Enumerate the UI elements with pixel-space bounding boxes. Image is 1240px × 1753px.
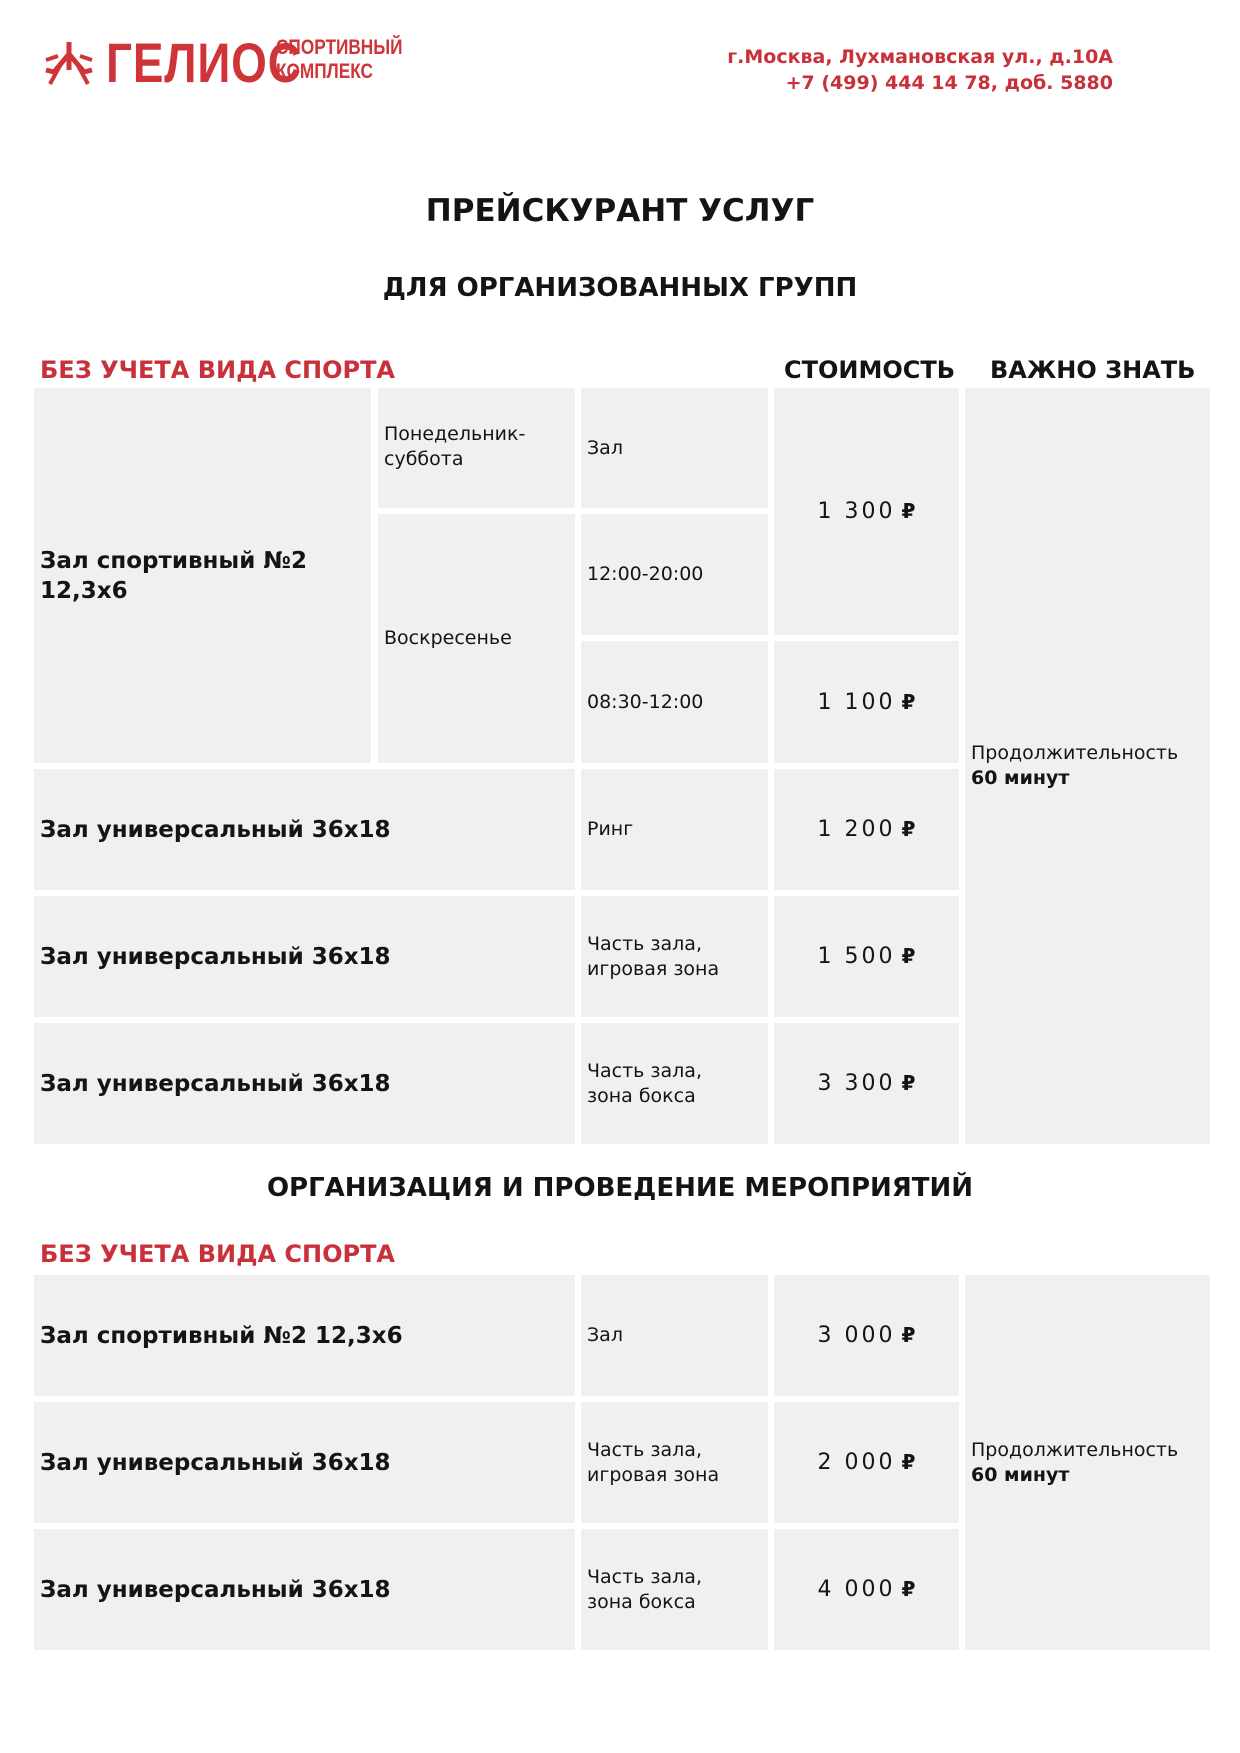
- table-row-option-cell: [581, 896, 768, 1017]
- row-option-line1: Часть зала,: [587, 932, 702, 955]
- table-row-name-cell: [34, 769, 575, 890]
- row-price: [818, 1577, 916, 1602]
- row-price-value: 2 000: [817, 1450, 896, 1475]
- row-option: [587, 1565, 702, 1615]
- table-row-price-cell: [774, 1529, 959, 1650]
- option-cell-time2: [581, 641, 768, 763]
- price-1-value: 1 300: [817, 499, 896, 524]
- logo-name: ГЕЛИОС: [106, 31, 302, 94]
- ruble-icon: ₽: [901, 689, 916, 714]
- row-hall-name: Зал универсальный 36х18: [40, 816, 391, 843]
- hall-name-cell: [34, 388, 371, 763]
- row-option: [587, 1323, 623, 1348]
- info-duration-label: Продолжительность: [971, 1438, 1179, 1461]
- table-row-name-cell: [34, 896, 575, 1017]
- table-row-option-cell: [581, 769, 768, 890]
- table-row-price-cell: [774, 1402, 959, 1523]
- table-row-price-cell: [774, 769, 959, 890]
- row-option: [587, 1059, 702, 1109]
- table-row-option-cell: [581, 1023, 768, 1144]
- row-option: [587, 817, 633, 842]
- option-hall: Зал: [587, 436, 623, 459]
- table-row-name-cell: [34, 1529, 575, 1650]
- day-weekdays-line2: суббота: [384, 448, 464, 470]
- info-duration-label: Продолжительность: [971, 742, 1179, 764]
- day-weekdays: [384, 422, 525, 472]
- table-row-option-cell: [581, 1529, 768, 1650]
- option-cell-hall: [581, 388, 768, 508]
- page-title: ПРЕЙСКУРАНТ УСЛУГ: [425, 193, 815, 229]
- row-option: [587, 932, 719, 982]
- hall-name-line2: 12,3х6: [40, 577, 128, 604]
- row-price-value: 4 000: [817, 1577, 896, 1602]
- row-price-value: 3 000: [817, 1323, 896, 1348]
- table-row-name-cell: [34, 1275, 575, 1396]
- info-duration-value: 60 минут: [971, 1463, 1070, 1486]
- option-time-afternoon: 12:00-20:00: [587, 563, 704, 585]
- day-cell-sunday: [378, 514, 575, 763]
- row-price-value: 3 300: [817, 1071, 896, 1096]
- row-hall-name: Зал универсальный 36х18: [40, 1576, 391, 1603]
- table-row-price-cell: [774, 1023, 959, 1144]
- row-price-value: 1 500: [817, 944, 896, 969]
- ruble-icon: ₽: [901, 1323, 916, 1347]
- ruble-icon: ₽: [901, 499, 916, 523]
- option-time-morning: 08:30-12:00: [587, 690, 704, 713]
- info-cell: [965, 1275, 1210, 1650]
- row-hall-name: Зал универсальный 36х18: [40, 943, 391, 970]
- price-2: [818, 690, 916, 715]
- info-text: [971, 1438, 1178, 1488]
- row-price: [818, 1323, 916, 1348]
- price-1: [818, 499, 916, 524]
- info-text: [971, 741, 1178, 791]
- section2-label: БЕЗ УЧЕТА ВИДА СПОРТА: [40, 1240, 396, 1268]
- info-cell: [965, 388, 1210, 1144]
- helios-emblem-icon: [44, 40, 94, 86]
- logo-subtitle: [276, 36, 407, 84]
- day-weekdays-line1: Понедельник-: [384, 423, 526, 445]
- hall-name-line1: Зал спортивный №2: [40, 547, 307, 574]
- row-option-line2: зона бокса: [587, 1590, 696, 1613]
- row-option-line2: зона бокса: [587, 1084, 696, 1107]
- row-price: [818, 1071, 916, 1096]
- contact-address: г.Москва, Лухмановская ул., д.10А: [727, 46, 1113, 68]
- ruble-icon: ₽: [901, 817, 916, 841]
- day-sunday: Воскресенье: [384, 627, 512, 649]
- column-header-price: СТОИМОСТЬ: [784, 356, 956, 384]
- row-option-line2: игровая зона: [587, 1463, 720, 1486]
- day-cell-weekdays: [378, 388, 575, 508]
- page-subtitle: ДЛЯ ОРГАНИЗОВАННЫХ ГРУПП: [382, 273, 858, 303]
- row-price-value: 1 200: [817, 817, 896, 842]
- row-option-line2: игровая зона: [587, 957, 720, 980]
- table-row-price-cell: [774, 896, 959, 1017]
- table-row-option-cell: [581, 1402, 768, 1523]
- info-duration-value: 60 минут: [971, 767, 1070, 789]
- row-option-line1: Часть зала,: [587, 1059, 702, 1082]
- logo: [44, 31, 403, 94]
- column-header-info: ВАЖНО ЗНАТЬ: [990, 356, 1196, 384]
- price-cell-1: [774, 388, 959, 635]
- table-row-price-cell: [774, 1275, 959, 1396]
- logo-subtitle-line2: КОМПЛЕКС: [276, 60, 373, 83]
- table-row-name-cell: [34, 1402, 575, 1523]
- row-option-line1: Часть зала,: [587, 1565, 702, 1588]
- ruble-icon: ₽: [901, 944, 916, 968]
- hall-name: [40, 546, 307, 606]
- ruble-icon: ₽: [901, 1450, 916, 1474]
- row-option-line1: Зал: [587, 1324, 623, 1346]
- row-hall-name: Зал спортивный №2 12,3х6: [40, 1322, 403, 1349]
- row-price: [818, 944, 916, 969]
- row-option-line1: Часть зала,: [587, 1438, 702, 1461]
- row-hall-name: Зал универсальный 36х18: [40, 1449, 391, 1476]
- row-option-line1: Ринг: [587, 818, 634, 840]
- contact-phone: +7 (499) 444 14 78, доб. 5880: [785, 72, 1113, 94]
- ruble-icon: ₽: [901, 1071, 916, 1095]
- row-price: [818, 817, 916, 842]
- table-row-option-cell: [581, 1275, 768, 1396]
- section1-label: БЕЗ УЧЕТА ВИДА СПОРТА: [40, 356, 396, 384]
- row-option: [587, 1438, 719, 1488]
- option-cell-time1: [581, 514, 768, 635]
- row-price: [818, 1450, 916, 1475]
- ruble-icon: ₽: [901, 1577, 916, 1601]
- price-cell-2: [774, 641, 959, 763]
- table-row-name-cell: [34, 1023, 575, 1144]
- section2-title: ОРГАНИЗАЦИЯ И ПРОВЕДЕНИЕ МЕРОПРИЯТИЙ: [266, 1173, 974, 1203]
- row-hall-name: Зал универсальный 36х18: [40, 1070, 391, 1097]
- price-2-value: 1 100: [817, 689, 896, 715]
- logo-subtitle-line1: СПОРТИВНЫЙ: [276, 36, 403, 59]
